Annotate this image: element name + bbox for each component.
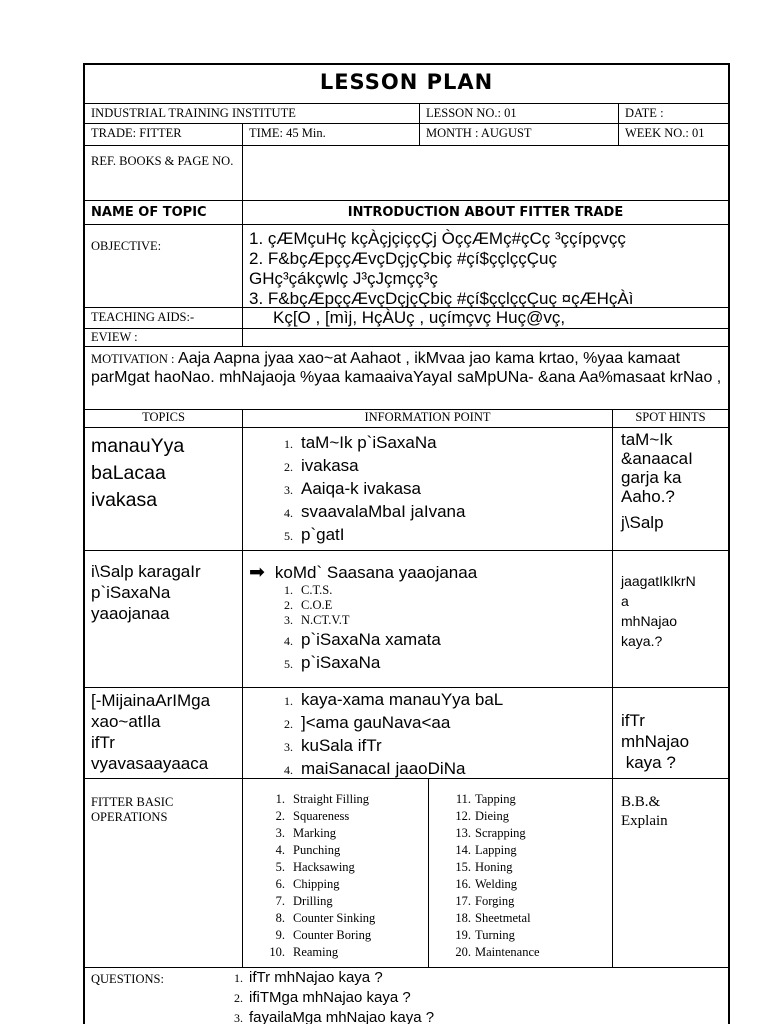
info-text: svaavalaMbaI jaIvana xyxy=(301,502,466,521)
info-num: 4. xyxy=(284,506,293,520)
info-text: ]<ama gauNava<aa xyxy=(301,713,451,732)
operations-spot xyxy=(612,779,728,967)
question-item xyxy=(231,988,434,1008)
section-spot xyxy=(612,551,728,687)
section-info xyxy=(242,551,612,687)
op-text: Straight Filling xyxy=(293,792,370,806)
header-row-institute xyxy=(85,104,728,124)
operation-item xyxy=(267,927,428,944)
topic-line: xao~atIla xyxy=(91,712,161,731)
lesson-no-cell xyxy=(419,104,618,123)
op-text: Scrapping xyxy=(475,826,526,840)
institute-cell xyxy=(85,104,419,123)
operations-label xyxy=(85,779,242,967)
op-text: Lapping xyxy=(475,843,517,857)
page-title: LESSON PLAN xyxy=(319,70,494,94)
info-text: N.CT.V.T xyxy=(301,613,350,627)
op-num: 4. xyxy=(275,843,285,857)
ref-books-text: REF. BOOKS & PAGE NO. xyxy=(91,154,234,168)
op-num: 13. xyxy=(455,826,471,840)
review-label: EVIEW : xyxy=(91,330,138,344)
section-topic xyxy=(85,688,242,778)
op-num: 2. xyxy=(275,809,285,823)
spot-line: mhNajao xyxy=(621,732,690,751)
topic-row xyxy=(85,201,728,225)
operation-item xyxy=(267,842,428,859)
operation-item xyxy=(267,808,428,825)
op-num: 7. xyxy=(275,894,285,908)
operations-right xyxy=(428,779,612,967)
teaching-aids-value: Kç[O , [mìj, HçÀUç , uçímçvç Huç@vç, xyxy=(242,308,728,328)
op-num: 11. xyxy=(455,792,471,806)
op-text: Sheetmetal xyxy=(475,911,531,925)
info-item xyxy=(277,454,612,477)
operation-item xyxy=(267,944,428,961)
trade-text: TRADE: FITTER xyxy=(91,126,182,140)
op-num: 12. xyxy=(455,809,471,823)
op-text: Forging xyxy=(475,894,515,908)
op-text: Hacksawing xyxy=(293,860,355,874)
info-item xyxy=(277,500,612,523)
op-num: 8. xyxy=(275,911,285,925)
question-text: ifiTMga mhNajao kaya ? xyxy=(249,989,411,1006)
info-num: 3. xyxy=(284,740,293,754)
op-text: Marking xyxy=(293,826,337,840)
operation-item xyxy=(453,944,612,961)
info-text: taM~Ik p`iSaxaNa xyxy=(301,433,437,452)
op-text: Reaming xyxy=(293,945,339,959)
question-text: ifTr mhNajao kaya ? xyxy=(249,969,383,986)
motivation-text xyxy=(85,347,728,389)
topic-label: NAME OF TOPIC xyxy=(91,205,207,220)
info-num: 3. xyxy=(284,613,293,627)
op-text: Turning xyxy=(475,928,515,942)
op-num: 15. xyxy=(455,860,471,874)
teaching-aids-row xyxy=(85,308,728,329)
header-row-trade xyxy=(85,124,728,146)
info-item xyxy=(277,651,612,674)
op-num: 10. xyxy=(269,945,285,959)
month-cell xyxy=(419,124,618,145)
ref-books-label xyxy=(85,146,242,200)
info-num: 5. xyxy=(284,657,293,671)
op-num: 5. xyxy=(275,860,285,874)
time-text: TIME: 45 Min. xyxy=(249,126,326,140)
motivation-row xyxy=(85,347,728,410)
objective-line: 3. F&bçÆpççÆvçDçjçÇbiç #çí$ççlççÇuç ¤çÆHçÀì xyxy=(249,289,634,307)
operation-item xyxy=(267,825,428,842)
info-num: 1. xyxy=(284,437,293,451)
operations-label-line: FITTER BASIC xyxy=(91,795,174,809)
op-num: 18. xyxy=(455,911,471,925)
info-small-item xyxy=(277,583,612,598)
op-num: 20. xyxy=(455,945,471,959)
questions-label: QUESTIONS: xyxy=(91,972,164,986)
spot-line: garja ka xyxy=(621,468,682,487)
info-item xyxy=(277,688,612,711)
review-value xyxy=(242,329,728,346)
info-num: 1. xyxy=(284,694,293,708)
info-item xyxy=(277,431,612,454)
op-text: Punching xyxy=(293,843,341,857)
spot-line: Explain xyxy=(621,813,668,829)
op-num: 14. xyxy=(455,843,471,857)
columns-header-row xyxy=(85,410,728,428)
op-text: Dieing xyxy=(475,809,510,823)
objective-text xyxy=(242,225,728,307)
operation-item xyxy=(267,791,428,808)
question-text: fayailaMga mhNajao kaya ? xyxy=(249,1009,435,1024)
op-text: Honing xyxy=(475,860,513,874)
op-text: Maintenance xyxy=(475,945,540,959)
info-num: 2. xyxy=(284,598,293,612)
time-cell xyxy=(242,124,419,145)
spot-line: B.B.& xyxy=(621,794,661,810)
op-text: Tapping xyxy=(475,792,516,806)
topic-line: vyavasaayaaca xyxy=(91,754,209,773)
spot-line: &anaacaI xyxy=(621,449,693,468)
institute-text: INDUSTRIAL TRAINING INSTITUTE xyxy=(91,106,296,120)
info-text: C.T.S. xyxy=(301,583,333,597)
operations-row xyxy=(85,779,728,968)
operation-item xyxy=(453,927,612,944)
operations-label-line: OPERATIONS xyxy=(91,810,168,824)
info-text: C.O.E xyxy=(301,598,333,612)
operation-item xyxy=(453,859,612,876)
spot-line: Aaho.? xyxy=(621,487,675,506)
review-row xyxy=(85,329,728,347)
question-num: 2. xyxy=(234,991,243,1005)
col-topics: TOPICS xyxy=(142,410,185,424)
info-text: kaya-xama manauYya baL xyxy=(301,690,504,709)
topic-line: ifTr xyxy=(91,733,115,752)
op-num: 19. xyxy=(455,928,471,942)
spot-line: taM~Ik xyxy=(621,430,673,449)
section-row xyxy=(85,688,728,779)
operation-item xyxy=(453,808,612,825)
info-num: 2. xyxy=(284,717,293,731)
info-num: 4. xyxy=(284,634,293,648)
operation-item xyxy=(453,893,612,910)
date-text: DATE : xyxy=(625,106,664,120)
week-text: WEEK NO.: 01 xyxy=(625,126,705,140)
spot-line: kaya.? xyxy=(621,633,663,649)
spot-line: j\Salp xyxy=(621,513,664,532)
topic-line: yaaojanaa xyxy=(91,604,170,623)
date-cell xyxy=(618,104,728,123)
topic-line: baLacaa xyxy=(91,462,166,484)
info-num: 1. xyxy=(284,583,293,597)
operation-item xyxy=(267,910,428,927)
topic-line: manauYya xyxy=(91,435,185,457)
info-item xyxy=(277,523,612,546)
info-text: p`iSaxaNa xyxy=(301,653,381,672)
objective-line: 2. F&bçÆpççÆvçDçjçÇbiç #çí$ççlççÇuç xyxy=(249,249,557,268)
info-text: ivakasa xyxy=(301,456,359,475)
ref-books-value xyxy=(242,146,728,200)
motivation-body: Aaja Aapna jyaa xao~at Aahaot , ikMvaa jao kama krtao, %yaa kamaat parMgat haoNao. mhNajaoja %yaa kamaaivaYayaI saMpUNa- &ana Aa%masaat krNao , xyxy=(91,350,722,386)
lesson-plan-sheet xyxy=(83,63,730,1024)
objective-label: OBJECTIVE: xyxy=(91,239,162,253)
info-small-item xyxy=(277,613,612,628)
week-cell xyxy=(618,124,728,145)
operation-item xyxy=(267,893,428,910)
info-item xyxy=(277,711,612,734)
arrow-icon: ➡ xyxy=(249,561,265,583)
info-item xyxy=(277,734,612,757)
topic-value: INTRODUCTION ABOUT FITTER TRADE xyxy=(242,201,728,224)
info-item xyxy=(277,628,612,651)
questions-list xyxy=(231,968,434,1024)
info-small-list xyxy=(249,583,612,674)
op-text: Welding xyxy=(475,877,518,891)
op-text: Chipping xyxy=(293,877,340,891)
topic-line: [-MijainaArIMga xyxy=(91,691,211,710)
info-item xyxy=(277,477,612,500)
info-num: 5. xyxy=(284,529,293,543)
section-info xyxy=(242,688,612,778)
teaching-aids-label: TEACHING AIDS:- xyxy=(91,310,195,324)
info-text: Aaiqa-k ivakasa xyxy=(301,479,422,498)
section-topic xyxy=(85,428,242,550)
spot-line: a xyxy=(621,593,629,609)
section-topic xyxy=(85,551,242,687)
info-text: p`iSaxaNa xamata xyxy=(301,630,441,649)
topic-line: ivakasa xyxy=(91,489,158,511)
op-num: 16. xyxy=(455,877,471,891)
col-info: INFORMATION POINT xyxy=(242,410,612,427)
operation-item xyxy=(267,876,428,893)
info-num: 3. xyxy=(284,483,293,497)
operation-item xyxy=(453,876,612,893)
operation-item xyxy=(453,825,612,842)
op-num: 17. xyxy=(455,894,471,908)
op-num: 9. xyxy=(275,928,285,942)
question-item xyxy=(231,1008,434,1024)
op-text: Drilling xyxy=(293,894,333,908)
operation-item xyxy=(453,791,612,808)
spot-line: kaya ? xyxy=(621,753,676,772)
info-text: kuSala ifTr xyxy=(301,736,382,755)
section-info xyxy=(242,428,612,550)
op-num: 3. xyxy=(275,826,285,840)
info-small-item xyxy=(277,598,612,613)
operation-item xyxy=(453,910,612,927)
info-num: 2. xyxy=(284,460,293,474)
col-spot: SPOT HINTS xyxy=(612,410,728,427)
lesson-no-text: LESSON NO.: 01 xyxy=(426,106,517,120)
month-text: MONTH : AUGUST xyxy=(426,126,532,140)
info-num: 4. xyxy=(284,763,293,777)
section-spot xyxy=(612,428,728,550)
info-text: p`gatI xyxy=(301,525,345,544)
objective-line: GHç³çákçwlç J³çJçmçç³ç xyxy=(249,269,438,288)
info-heading xyxy=(249,561,612,583)
question-item xyxy=(231,968,434,988)
section-row xyxy=(85,551,728,688)
op-text: Squareness xyxy=(293,809,350,823)
section-row xyxy=(85,428,728,551)
motivation-label: MOTIVATION : xyxy=(91,352,175,366)
info-item xyxy=(277,757,612,778)
objective-row xyxy=(85,225,728,308)
op-num: 6. xyxy=(275,877,285,891)
objective-line: 1. çÆMçuHç kçÀçjçiççÇj ÒççÆMç#çCç ³ççípçvçç xyxy=(249,229,626,248)
spot-line: jaagatIkIkrN xyxy=(621,573,696,589)
op-text: Counter Sinking xyxy=(293,911,376,925)
info-text: maiSanacaI jaaoDiNa xyxy=(301,759,466,778)
op-text: Counter Boring xyxy=(293,928,372,942)
operation-item xyxy=(267,859,428,876)
topic-line: i\Salp karagaIr xyxy=(91,562,201,581)
ref-books-row xyxy=(85,146,728,201)
section-spot xyxy=(612,688,728,778)
questions-row xyxy=(85,968,728,1024)
spot-line: mhNajao xyxy=(621,613,678,629)
spot-line: ifTr xyxy=(621,711,645,730)
question-num: 1. xyxy=(234,971,243,985)
trade-cell xyxy=(85,124,242,145)
operation-item xyxy=(453,842,612,859)
title-row xyxy=(85,65,728,104)
operations-left xyxy=(242,779,428,967)
question-num: 3. xyxy=(234,1011,243,1024)
topic-line: p`iSaxaNa xyxy=(91,583,171,602)
info-head-text: koMd` Saasana yaaojanaa xyxy=(274,563,478,582)
op-num: 1. xyxy=(275,792,285,806)
